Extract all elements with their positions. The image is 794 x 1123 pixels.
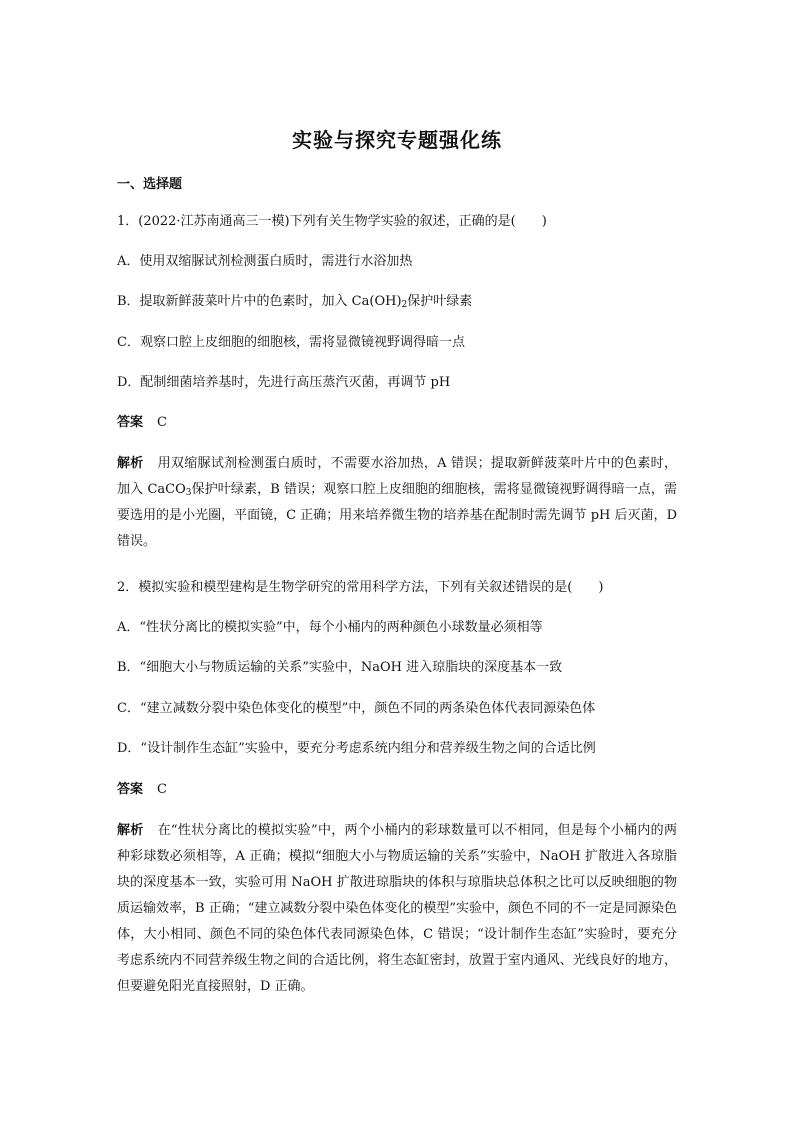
section-heading: 一、选择题 <box>117 177 183 192</box>
q1-option-a: A．使用双缩脲试剂检测蛋白质时，需进行水浴加热 <box>117 254 413 269</box>
q1-analysis <box>117 451 677 555</box>
q1-option-b-text: B．提取新鲜菠菜叶片中的色素时，加入 Ca(OH) <box>117 294 402 309</box>
q2-answer <box>117 781 167 799</box>
q2-option-b: B．“细胞大小与物质运输的关系”实验中，NaOH 进入琼脂块的深度基本一致 <box>117 660 563 675</box>
q1-option-b <box>117 293 472 311</box>
q1-stem: 1．(2022·江苏南通高三一模)下列有关生物学实验的叙述，正确的是( ) <box>117 214 547 229</box>
q2-analysis <box>117 818 677 1000</box>
q2-answer-value: C <box>157 782 167 797</box>
q1-analysis-text: 用双缩脲试剂检测蛋白质时，不需要水浴加热，A 错误；提取新鲜菠菜叶片中的色素时，加入 CaCO <box>117 456 677 497</box>
q1-analysis-subscript: 3 <box>185 488 192 498</box>
q2-answer-label: 答案 <box>117 782 144 797</box>
q1-analysis-label: 解析 <box>117 456 144 471</box>
q2-option-d: D．“设计制作生态缸”实验中，要充分考虑系统内组分和营养级生物之间的合适比例 <box>117 741 596 756</box>
q1-option-b-tail: 保护叶绿素 <box>407 294 473 309</box>
q1-option-c: C．观察口腔上皮细胞的细胞核，需将显微镜视野调得暗一点 <box>117 335 465 350</box>
q1-option-b-subscript: 2 <box>401 300 408 310</box>
q2-analysis-label: 解析 <box>117 823 144 838</box>
q2-option-a: A．“性状分离比的模拟实验”中，每个小桶内的两种颜色小球数量必须相等 <box>117 620 543 635</box>
page-title: 实验与探究专题强化练 <box>292 128 502 152</box>
q1-answer-label: 答案 <box>117 415 144 430</box>
q2-stem: 2．模拟实验和模型建构是生物学研究的常用科学方法，下列有关叙述错误的是( ) <box>117 580 604 595</box>
q1-answer-value: C <box>157 415 167 430</box>
q1-option-d: D．配制细菌培养基时，先进行高压蒸汽灭菌，再调节 pH <box>117 375 451 390</box>
q2-analysis-text: 在“性状分离比的模拟实验”中，两个小桶内的彩球数量可以不相同，但是每个小桶内的两种彩球数必须相等，A 正确；模拟“细胞大小与物质运输的关系”实验中，NaOH 扩散进入各琼脂块的深度基本一致，实验可用 NaOH 扩散进琼脂块的体积与琼脂块总体积之比可以反映细胞的物质运输效率，B 正确；“建立减数分裂中染色体变化的模型”实验中，颜色不同的不一定是同源染色体，大小相同、颜色不同的染色体代表同源染色体，C 错误；“设计制作生态缸”实验时，要充分考虑系统内不同营养级生物之间的合适比例，将生态缸密封，放置于室内通风、光线良好的地方，但要避免阳光直接照射，D 正确。 <box>117 823 677 994</box>
q1-analysis-tail: 保护叶绿素，B 错误；观察口腔上皮细胞的细胞核，需将显微镜视野调得暗一点，需要选用的是小光圈，平面镜，C 正确；用来培养微生物的培养基在配制时需先调节 pH 后灭菌，D 错误。 <box>117 482 678 549</box>
q1-answer <box>117 414 167 432</box>
q2-option-c: C．“建立减数分裂中染色体变化的模型”中，颜色不同的两条染色体代表同源染色体 <box>117 701 596 716</box>
